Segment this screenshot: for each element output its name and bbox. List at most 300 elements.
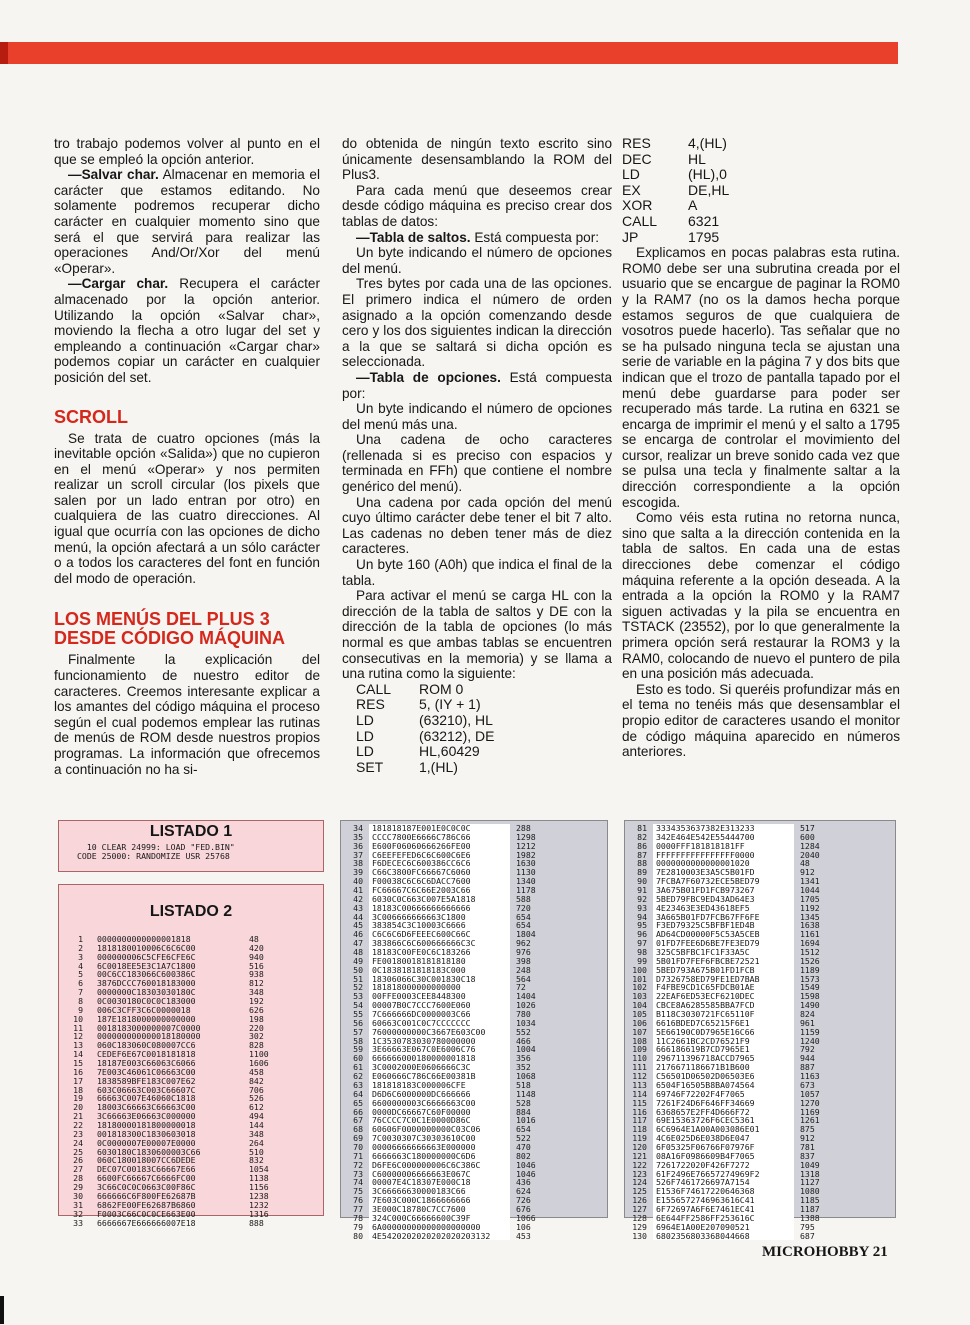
paragraph: Una cadena de ocho caracteres (rellenada si es preciso con espacios y terminada en FFh) que contiene el nombre genérico del menú). <box>342 432 612 495</box>
asm-operand: 6321 <box>688 212 720 229</box>
page-footer <box>762 1244 888 1261</box>
line-number: 89 <box>637 867 647 878</box>
paragraph-text: Recupera el carácter almacenado por la opción anterior. Utilizando la opción «Salvar char», moviendo la flecha a otro lugar del set y empleando a continuación «Cargar char» podemos copiar un carácter en cualquier posición del set. <box>54 276 320 385</box>
checksum: 2040 <box>800 849 820 860</box>
asm-operand: 4,(HL) <box>688 135 727 151</box>
line-number: 110 <box>632 1053 647 1064</box>
hex-data: 00007B0C7CCC7600E060 <box>369 1001 510 1010</box>
checksum: 654 <box>516 1124 531 1135</box>
paragraph: do obtenida de ningún texto escrito sino únicamente desensamblando la ROM del Plus3. <box>342 136 612 183</box>
hex-data: FE00180018181818180 <box>369 957 510 966</box>
line-number: 123 <box>632 1168 647 1179</box>
checksum: 1187 <box>800 1203 820 1214</box>
paragraph: Esto es todo. Si queréis profundizar más en el tema no tenéis más que desensamblar el propio editor de caracteres usando el monitor de código máquina aparecido en números anteriores. <box>622 681 900 760</box>
checksum: 1080 <box>800 1186 820 1197</box>
checksum: 1573 <box>800 973 820 984</box>
line-number: 6 <box>78 978 83 989</box>
hex-data: 6802356803368044668 <box>653 1232 794 1241</box>
checksum: 302 <box>249 1031 264 1042</box>
hex-data: 3C66C0C0C0663C00F86C <box>97 1182 196 1193</box>
checksum: 348 <box>249 1128 264 1139</box>
checksum: 470 <box>516 1141 531 1152</box>
hex-data: FFFFFFFFFFFFFFFF0000 <box>653 851 794 860</box>
hex-data: 18183C00666666666666 <box>369 904 510 913</box>
line-number: 129 <box>632 1221 647 1232</box>
checksum: 887 <box>800 1062 815 1073</box>
checksum: 466 <box>516 1035 531 1046</box>
hex-data: 0018183000000007C0000 <box>97 1022 201 1033</box>
line-number: 102 <box>632 982 647 993</box>
hex-data: 0000DC66667C60F00000 <box>369 1108 510 1117</box>
hex-data: CCCC7800E6666C786C66 <box>369 833 510 842</box>
checksum: 1340 <box>516 876 536 887</box>
checksum: 962 <box>516 938 531 949</box>
line-number: 64 <box>353 1088 363 1099</box>
line-number: 62 <box>353 1071 363 1082</box>
checksum: 356 <box>516 1053 531 1064</box>
checksum: 1127 <box>800 1177 820 1188</box>
checksum: 1270 <box>800 1097 820 1108</box>
hex-data: 00007E4C18307E000C18 <box>369 1178 510 1187</box>
hex-data: 4E23463E3ED43618EF5 <box>653 904 794 913</box>
checksum: 795 <box>800 1221 815 1232</box>
checksum: 654 <box>516 911 531 922</box>
line-number: 92 <box>637 893 647 904</box>
checksum: 1261 <box>800 1115 820 1126</box>
paragraph: Para activar el menú se carga HL con la dirección de la tabla de saltos y DE con la dirección de la tabla de opciones (lo más normal es que ambas tablas se encuentren consecutivas en la memoria) y se llama a una rutina como la siguiente: <box>342 588 612 682</box>
hex-data: D6FE6C000000006C6C386C <box>369 1161 510 1170</box>
line-number: 30 <box>73 1190 83 1201</box>
asm-operand: A <box>688 197 698 214</box>
line-number: 69 <box>353 1133 363 1144</box>
hex-data: 7C666666DC0000003C66 <box>369 1010 510 1019</box>
hex-data: 22EAF6ED53ECF6210DEC <box>653 992 794 1001</box>
paragraph: Un byte indicando el número de opciones del menú. <box>342 245 612 276</box>
line-number: 109 <box>632 1044 647 1055</box>
article-column-2 <box>342 136 612 775</box>
term: —Tabla de opciones. <box>356 369 501 385</box>
checksum: 1044 <box>800 885 820 896</box>
checksum: 781 <box>800 1141 815 1152</box>
line-number: 17 <box>73 1075 83 1086</box>
paragraph-text: Está compuesta por: <box>470 229 600 245</box>
hex-data: 66663C007E46060C1818 <box>97 1093 196 1104</box>
line-number: 24 <box>73 1137 83 1148</box>
checksum: 1016 <box>516 1115 536 1126</box>
line-number: 127 <box>632 1203 647 1214</box>
hex-data: 3A675B01FD1FCB973267 <box>653 886 794 895</box>
checksum: 1284 <box>800 840 820 851</box>
line-number: 13 <box>73 1040 83 1051</box>
checksum: 938 <box>249 969 264 980</box>
listado-1-box <box>58 820 324 872</box>
line-number: 27 <box>73 1164 83 1175</box>
checksum: 352 <box>516 1062 531 1073</box>
line-number: 20 <box>73 1102 83 1113</box>
line-number: 46 <box>353 929 363 940</box>
listado-1-title: LISTADO 1 <box>149 823 233 840</box>
line-number: 78 <box>353 1212 363 1223</box>
asm-operand: 1795 <box>688 228 720 245</box>
line-number: 54 <box>353 1000 363 1011</box>
term: —Cargar char. <box>68 276 169 292</box>
checksum: 1068 <box>516 1071 536 1082</box>
asm-opcode: RES <box>356 696 385 713</box>
asm-opcode: DEC <box>622 150 652 167</box>
hex-data: 325C5BFBC1FC1F33A5C <box>653 948 794 957</box>
line-number: 15 <box>73 1058 83 1069</box>
checksum: 1705 <box>800 893 820 904</box>
checksum: 588 <box>516 893 531 904</box>
checksum: 888 <box>249 1217 264 1228</box>
hex-data: 3C006666666663C1800 <box>369 913 510 922</box>
checksum: 518 <box>516 1079 531 1090</box>
line-number: 97 <box>637 938 647 949</box>
hex-data: 3C66666630000183C66 <box>369 1187 510 1196</box>
checksum: 348 <box>249 987 264 998</box>
hex-data: 0C1838181818183C000 <box>369 966 510 975</box>
line-number: 55 <box>353 1009 363 1020</box>
paragraph <box>54 167 320 276</box>
hex-data: F0003C66C0C0CE663E00 <box>97 1208 196 1219</box>
asm-opcode: LD <box>356 711 374 728</box>
line-number: 103 <box>632 991 647 1002</box>
hex-data: 3A665B01FD7FCB67FF6FE <box>653 913 794 922</box>
checksum: 1606 <box>249 1058 269 1069</box>
checksum: 1192 <box>800 902 820 913</box>
line-number: 72 <box>353 1159 363 1170</box>
hex-data: B118C3030721FC65110F <box>653 1010 794 1019</box>
line-number: 45 <box>353 920 363 931</box>
line-number: 37 <box>353 849 363 860</box>
hex-data: 6030180C1830600003C66 <box>97 1146 201 1157</box>
line-number: 99 <box>637 955 647 966</box>
hex-data: 0000FFF181818181FF <box>653 842 794 851</box>
hex-data: D7326758ED79FE1ED7BAB <box>653 975 794 984</box>
hex-data: 7C0030307C30303610C00 <box>369 1134 510 1143</box>
asm-operand: DE,HL <box>688 181 730 198</box>
line-number: 22 <box>73 1120 83 1131</box>
hex-data: 000000006C5CFE6CFE6C <box>97 951 196 962</box>
hex-data: 08A16F0986609B4F7065 <box>653 1152 794 1161</box>
line-number: 114 <box>632 1088 647 1099</box>
checksum: 1034 <box>516 1017 536 1028</box>
asm-operand: 1,(HL) <box>419 758 458 775</box>
hex-data: 666666000180000001818 <box>369 1054 510 1063</box>
checksum: 654 <box>516 920 531 931</box>
line-number: 117 <box>632 1115 647 1126</box>
asm-opcode: LD <box>622 166 640 183</box>
checksum: 48 <box>800 858 810 869</box>
hex-data: 7E603C000C1866666666 <box>369 1196 510 1205</box>
hex-data: 6504F16505B8BA074564 <box>653 1081 794 1090</box>
hex-data: 0000000C18303030180C <box>97 987 196 998</box>
paragraph: Finalmente la explicación del funcionamiento de nuestro editor de caracteres. Creemos interesante explicar a los amantes del código máquina el proceso según el cual podemos emplear las rutinas de menús de ROM desde nuestros propios programas. La información que ofrecemos a continuación no ha si- <box>54 652 320 777</box>
term: —Salvar char. <box>68 167 159 183</box>
hex-data: 6616BDED7C65215F6E1 <box>653 1019 794 1028</box>
hex-data: 7E003C46061C06663C00 <box>97 1066 196 1077</box>
hex-data: F6DECEC6C600386CC6C6 <box>369 859 510 868</box>
line-number: 23 <box>73 1128 83 1139</box>
hex-data: 1838589BFE183C007E62 <box>97 1075 196 1086</box>
line-number: 11 <box>73 1022 83 1033</box>
checksum: 1185 <box>800 1195 820 1206</box>
hex-data: 603C06663C003C66607C <box>97 1084 196 1095</box>
hex-data: 383866C6C600666666C3C <box>369 939 510 948</box>
checksum: 837 <box>800 1150 815 1161</box>
line-number: 32 <box>73 1208 83 1219</box>
line-number: 90 <box>637 876 647 887</box>
checksum: 458 <box>249 1066 264 1077</box>
checksum: 248 <box>516 964 531 975</box>
line-number: 112 <box>632 1071 647 1082</box>
page-number: 21 <box>872 1244 888 1260</box>
heading-line: LOS MENÚS DEL PLUS 3 <box>54 609 270 630</box>
hex-data: 6F72697A6F6E7461EC41 <box>653 1205 794 1214</box>
line-number: 76 <box>353 1195 363 1206</box>
paragraph: Un byte 160 (A0h) que indica el final de la tabla. <box>342 557 612 588</box>
line-number: 82 <box>637 831 647 842</box>
asm-operand: (63212), DE <box>419 727 495 744</box>
checksum: 1404 <box>516 991 536 1002</box>
checksum: 1318 <box>800 1168 820 1179</box>
hex-data: FC66667C6C66E2003C66 <box>369 886 510 895</box>
line-number: 113 <box>632 1079 647 1090</box>
hex-data: 6600FC66667C6666FC00 <box>97 1173 196 1184</box>
hex-data: 526F7461726697A7154 <box>653 1178 794 1187</box>
hex-data: D6D6C6000000DC666666 <box>369 1090 510 1099</box>
line-number: 88 <box>637 858 647 869</box>
paragraph: Tres bytes por cada una de las opciones. El primero indica el número de orden asignado a la opción comenzando desde cero y los dos siguientes indican la dirección a la que se saltará si dicha opción es seleccionada. <box>342 276 612 370</box>
line-number: 115 <box>632 1097 647 1108</box>
asm-opcode: XOR <box>622 197 653 214</box>
hex-data: F00038C6C6C6DACC7600 <box>369 877 510 886</box>
line-number: 104 <box>632 1000 647 1011</box>
top-color-bar <box>0 42 898 64</box>
line-number: 119 <box>632 1133 647 1144</box>
line-number: 1 <box>78 934 83 944</box>
assembly-listing <box>622 136 900 245</box>
hex-data: 666186619B7CD7965E1 <box>653 1045 794 1054</box>
hex-data: 6C6964E1A00A003086E01 <box>653 1125 794 1134</box>
checksum: 1046 <box>516 1159 536 1170</box>
line-number: 67 <box>353 1115 363 1126</box>
hex-data: CEDEF6E67C0018181818 <box>97 1049 196 1060</box>
hex-data: 3334353637382E313233 <box>653 824 794 833</box>
listing-rows <box>625 821 895 1240</box>
line-number: 59 <box>353 1044 363 1055</box>
checksum: 48 <box>249 934 259 944</box>
line-number: 95 <box>637 920 647 931</box>
line-number: 3 <box>78 951 83 962</box>
line-number: 70 <box>353 1141 363 1152</box>
line-number: 105 <box>632 1009 647 1020</box>
line-number: 53 <box>353 991 363 1002</box>
checksum: 1130 <box>516 867 536 878</box>
checksum: 812 <box>249 978 264 989</box>
hex-data: 6964E1A00E207090521 <box>653 1223 794 1232</box>
checksum: 1189 <box>800 964 820 975</box>
hex-data: 060C180018007CC6DEDE <box>97 1155 196 1166</box>
asm-operand: (HL),0 <box>688 166 727 183</box>
checksum: 1054 <box>249 1164 269 1175</box>
line-number: 58 <box>353 1035 363 1046</box>
hex-data: 6666667E666666007E18 <box>97 1217 196 1228</box>
checksum: 875 <box>800 1124 815 1135</box>
line-number: 56 <box>353 1017 363 1028</box>
section-heading-scroll: SCROLL <box>54 406 128 427</box>
line-number: 8 <box>78 996 83 1007</box>
hex-data: 0000000000000001020 <box>653 859 794 868</box>
line-number: 118 <box>632 1124 647 1135</box>
hex-data: 060C183060C080007CC6 <box>97 1040 196 1051</box>
magazine-name: MICROHOBBY <box>762 1244 869 1260</box>
line-number: 57 <box>353 1026 363 1037</box>
line-number: 25 <box>73 1146 83 1157</box>
hex-data: 69746F72202F4F7065 <box>653 1090 794 1099</box>
hex-data: 296711396718ACCD7965 <box>653 1054 794 1063</box>
hex-data: 60606F0000000000C03C06 <box>369 1125 510 1134</box>
hex-data: 3C0002000E0606666C3C <box>369 1063 510 1072</box>
asm-operand: (63210), HL <box>419 711 493 728</box>
asm-opcode: JP <box>622 228 639 245</box>
checksum: 884 <box>516 1106 531 1117</box>
checksum: 516 <box>249 960 264 971</box>
hex-data: 187E1818000000000000 <box>97 1013 196 1024</box>
checksum: 600 <box>800 831 815 842</box>
hex-data: F3ED79325C5BFBF1ED4B <box>653 921 794 930</box>
line-number: 41 <box>353 885 363 896</box>
checksum: 1004 <box>516 1044 536 1055</box>
line-number: 16 <box>73 1066 83 1077</box>
hex-data: 324C000C66666600C39F <box>369 1214 510 1223</box>
hex-data: 5BED79FBC9ED43AD64E3 <box>653 895 794 904</box>
checksum: 720 <box>516 902 531 913</box>
top-color-bar-edge <box>0 42 8 64</box>
checksum: 510 <box>249 1146 264 1157</box>
line-number: 101 <box>632 973 647 984</box>
checksum: 1046 <box>516 1168 536 1179</box>
basic-line: CODE 25000: RANDOMIZE USR 25768 <box>77 850 230 861</box>
checksum: 824 <box>800 1009 815 1020</box>
checksum: 420 <box>249 942 264 953</box>
line-number: 29 <box>73 1182 83 1193</box>
line-number: 12 <box>73 1031 83 1042</box>
hex-data: 6600000003C6666663C00 <box>369 1099 510 1108</box>
line-number: 34 <box>353 823 363 833</box>
hex-data: 18003C66663C66663C00 <box>97 1102 196 1113</box>
line-number: 74 <box>353 1177 363 1188</box>
paragraph <box>342 230 612 246</box>
line-number: 81 <box>637 823 647 833</box>
asm-opcode: CALL <box>622 212 658 229</box>
listing-row <box>341 1232 607 1241</box>
line-number: 68 <box>353 1124 363 1135</box>
line-number: 26 <box>73 1155 83 1166</box>
checksum: 1169 <box>800 1106 820 1117</box>
paragraph-text: Está compuesta por: <box>342 369 612 401</box>
line-number: 43 <box>353 902 363 913</box>
line-number: 2 <box>78 942 83 953</box>
hex-data: 6862FE00FE62687B6860 <box>97 1199 196 1210</box>
checksum: 1316 <box>249 1208 269 1219</box>
paragraph: Un byte indicando el número de opciones del menú más una. <box>342 401 612 432</box>
hex-data: 2176671186671B1B600 <box>653 1063 794 1072</box>
listado-2-continuation-a <box>340 820 608 1241</box>
line-number: 71 <box>353 1150 363 1161</box>
checksum: 106 <box>516 1221 531 1232</box>
hex-data: 5B01FD7FEF6FBCBE72521 <box>653 957 794 966</box>
checksum: 976 <box>516 947 531 958</box>
paragraph: Explicamos en pocas palabras esta rutina. ROM0 debe ser una subrutina creada por el usuario que se encargue de paginar la ROM0 y la RAM7 (no os la damos hecha porque estamos seguros de que cualquiera de vosotros puede hacerlo). Tas señalar que no se ha pulsado ninguna tecla se ajustan una serie de variable en la página 7 y dos bits que indican que el trozo de pantalla tapado por el menú debe guardarse para poder ser recuperado más tarde. La rutina en 6321 se encarga de imprimir el menú y el salto a 1795 se encarga de controlar el movimiento del cursor, realizar un breve sonido cada vez que se pulsa una tecla y finalmente saltar a la dirección correspondiente a la opción escogida. <box>622 245 900 510</box>
hex-data: AD64CD00000F5C53A5CEB <box>653 930 794 939</box>
line-number: 94 <box>637 911 647 922</box>
asm-operand: HL <box>688 150 706 167</box>
checksum: 564 <box>516 973 531 984</box>
hex-data: 7261722020F426F7272 <box>653 1161 794 1170</box>
hex-data: 00C6CC183066C600386C <box>97 969 196 980</box>
checksum: 1345 <box>800 911 820 922</box>
checksum: 144 <box>249 1120 264 1131</box>
hex-data: 666666C6F800FE62687B <box>97 1190 196 1201</box>
checksum: 192 <box>249 996 264 1007</box>
checksum: 842 <box>249 1075 264 1086</box>
line-number: 63 <box>353 1079 363 1090</box>
asm-opcode: CALL <box>356 680 392 697</box>
hex-data: C66C3800FC66667C6060 <box>369 868 510 877</box>
hex-data: 181818000000000000 <box>369 983 510 992</box>
hex-data: C56501D06502D06503E6 <box>653 1072 794 1081</box>
hex-data: E1556572746963616C41 <box>653 1196 794 1205</box>
line-number: 93 <box>637 902 647 913</box>
line-number: 86 <box>637 840 647 851</box>
checksum: 1049 <box>800 1159 820 1170</box>
line-number: 125 <box>632 1186 647 1197</box>
line-number: 61 <box>353 1062 363 1073</box>
line-number: 36 <box>353 840 363 851</box>
asm-opcode: LD <box>356 743 374 760</box>
checksum: 1026 <box>516 1000 536 1011</box>
checksum: 1163 <box>800 1071 820 1082</box>
section-heading-menus <box>54 610 320 648</box>
hex-data: 3876DCCC760018183000 <box>97 978 196 989</box>
checksum: 1138 <box>249 1173 269 1184</box>
asm-opcode: RES <box>622 135 651 151</box>
checksum: 1598 <box>800 991 820 1002</box>
line-number: 124 <box>632 1177 647 1188</box>
line-number: 35 <box>353 831 363 842</box>
line-number: 66 <box>353 1106 363 1117</box>
checksum: 676 <box>516 1203 531 1214</box>
hex-data: 1C3530783030780000000 <box>369 1037 510 1046</box>
hex-data: 006C3CFF3C6C0000018 <box>97 1004 191 1015</box>
line-number: 107 <box>632 1026 647 1037</box>
line-number: 73 <box>353 1168 363 1179</box>
checksum: 1100 <box>249 1049 269 1060</box>
hex-data: 76CCCC7C0C1E0000D86C <box>369 1116 510 1125</box>
line-number: 4 <box>78 960 83 971</box>
checksum: 1388 <box>800 1212 820 1223</box>
hex-data: 60663C001C0C7CCCCCCC <box>369 1019 510 1028</box>
hex-data: 6368657E2FF4D666F72 <box>653 1108 794 1117</box>
line-number: 33 <box>73 1217 83 1228</box>
checksum: 1694 <box>800 938 820 949</box>
checksum: 1057 <box>800 1088 820 1099</box>
hex-data: 18183C00FE0C6C183266 <box>369 948 510 957</box>
line-number: 40 <box>353 876 363 887</box>
checksum: 1490 <box>800 1000 820 1011</box>
crop-mark <box>0 1296 4 1324</box>
